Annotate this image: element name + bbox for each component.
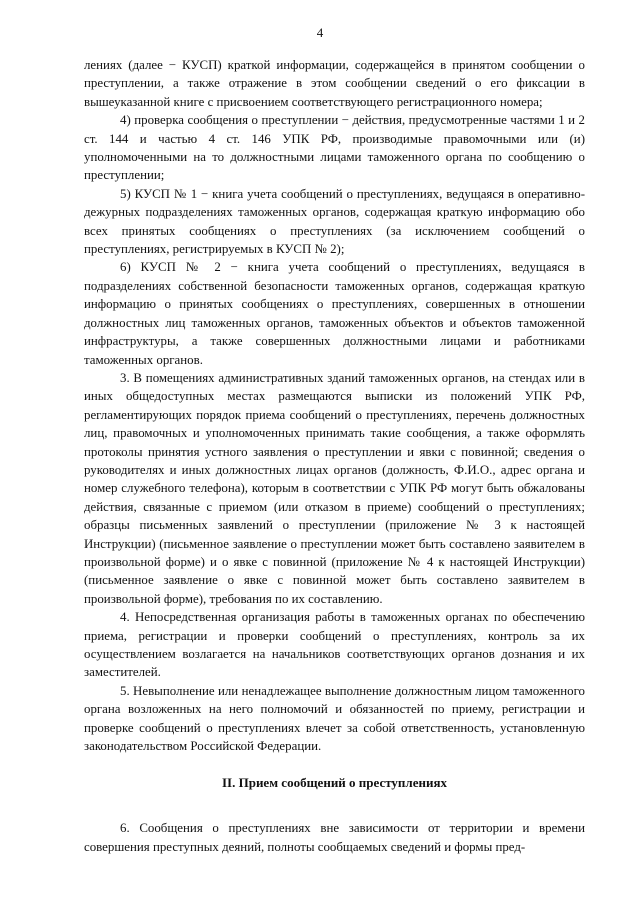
section-heading: II. Прием сообщений о преступлениях xyxy=(221,775,447,791)
paragraph-clause-3: 3. В помещениях административных зданий таможенных органов, на стендах или в иных общедоступных местах размещаются выписки из положений УПК РФ, регламентирующих порядок приема сообщений о преступлениях, перечень должностных лиц, правомочных и уполномоченных принимать такие сообщения, а также оформлять протоколы принятия устного заявления о преступлении и явки с повинной; сведения о руководителях и иных должностных лицах органов (должность, Ф.И.О., адрес органа и номер служебного телефона), которым в соответствии с УПК РФ могут быть обжалованы действия, связанные с приемом (или отказом в приеме) сообщений о преступлениях; образцы письменных заявлений о преступлении (приложение № 3 к настоящей Инструкции) (письменное заявление о преступлении может быть составлено заявителем в произвольной форме) и о явке с повинной (приложение № 4 к настоящей Инструкции) (письменное заявление о явке с повинной может быть составлено заявителем в произвольной форме), требования по их составлению. xyxy=(84,370,585,606)
paragraph-clause-4: 4. Непосредственная организация работы в таможенных органах по обеспечению приема, регистрации и проверки сообщений о преступлениях, контроль за их осуществлением возлагается на начальников соответствующих органов дознания и их заместителей. xyxy=(84,610,585,680)
paragraph-clause-6: 6. Сообщения о преступлениях вне зависимости от территории и времени совершения преступных деяний, полноты сообщаемых сведений и формы пред- xyxy=(84,821,585,854)
document-body xyxy=(84,56,585,856)
paragraph-item-5: 5) КУСП № 1 − книга учета сообщений о преступлениях, ведущаяся в оперативно-дежурных подразделениях таможенных органов, содержащая краткую информацию обо всех принятых сообщениях о преступлениях (за исключением сообщений о преступлениях, регистрируемых в КУСП № 2); xyxy=(84,186,585,257)
paragraph-continuation: лениях (далее − КУСП) краткой информации, содержащейся в принятом сообщении о преступлении, а также отражение в этом сообщении сведений о его фиксации в вышеуказанной книге с присвоением соответствующего регистрационного номера; xyxy=(84,58,585,109)
paragraph-item-4: 4) проверка сообщения о преступлении − действия, предусмотренные частями 1 и 2 ст. 144 и частью 4 ст. 146 УПК РФ, производимые правомочными или (и) уполномоченными на то должностными лицами таможенного органа по сообщению о преступлении; xyxy=(84,113,585,183)
page-number: 4 xyxy=(316,25,324,40)
paragraph-clause-5: 5. Невыполнение или ненадлежащее выполнение должностным лицом таможенного органа возложенных на него полномочий и обязанностей по приему, регистрации и проверке сообщений о преступлениях влечет за собой ответственность, установленную законодательством Российской Федерации. xyxy=(84,683,585,754)
paragraph-item-6: 6) КУСП № 2 − книга учета сообщений о преступлениях, ведущаяся в подразделениях собственной безопасности таможенных органов, содержащая краткую информацию о принятых сообщениях о преступлениях, совершенных в отношении должностных лиц таможенных органов, таможенных объектов и объектов таможенной инфраструктуры, а также совершенных должностными лицами и работниками таможенных органов. xyxy=(84,260,585,367)
